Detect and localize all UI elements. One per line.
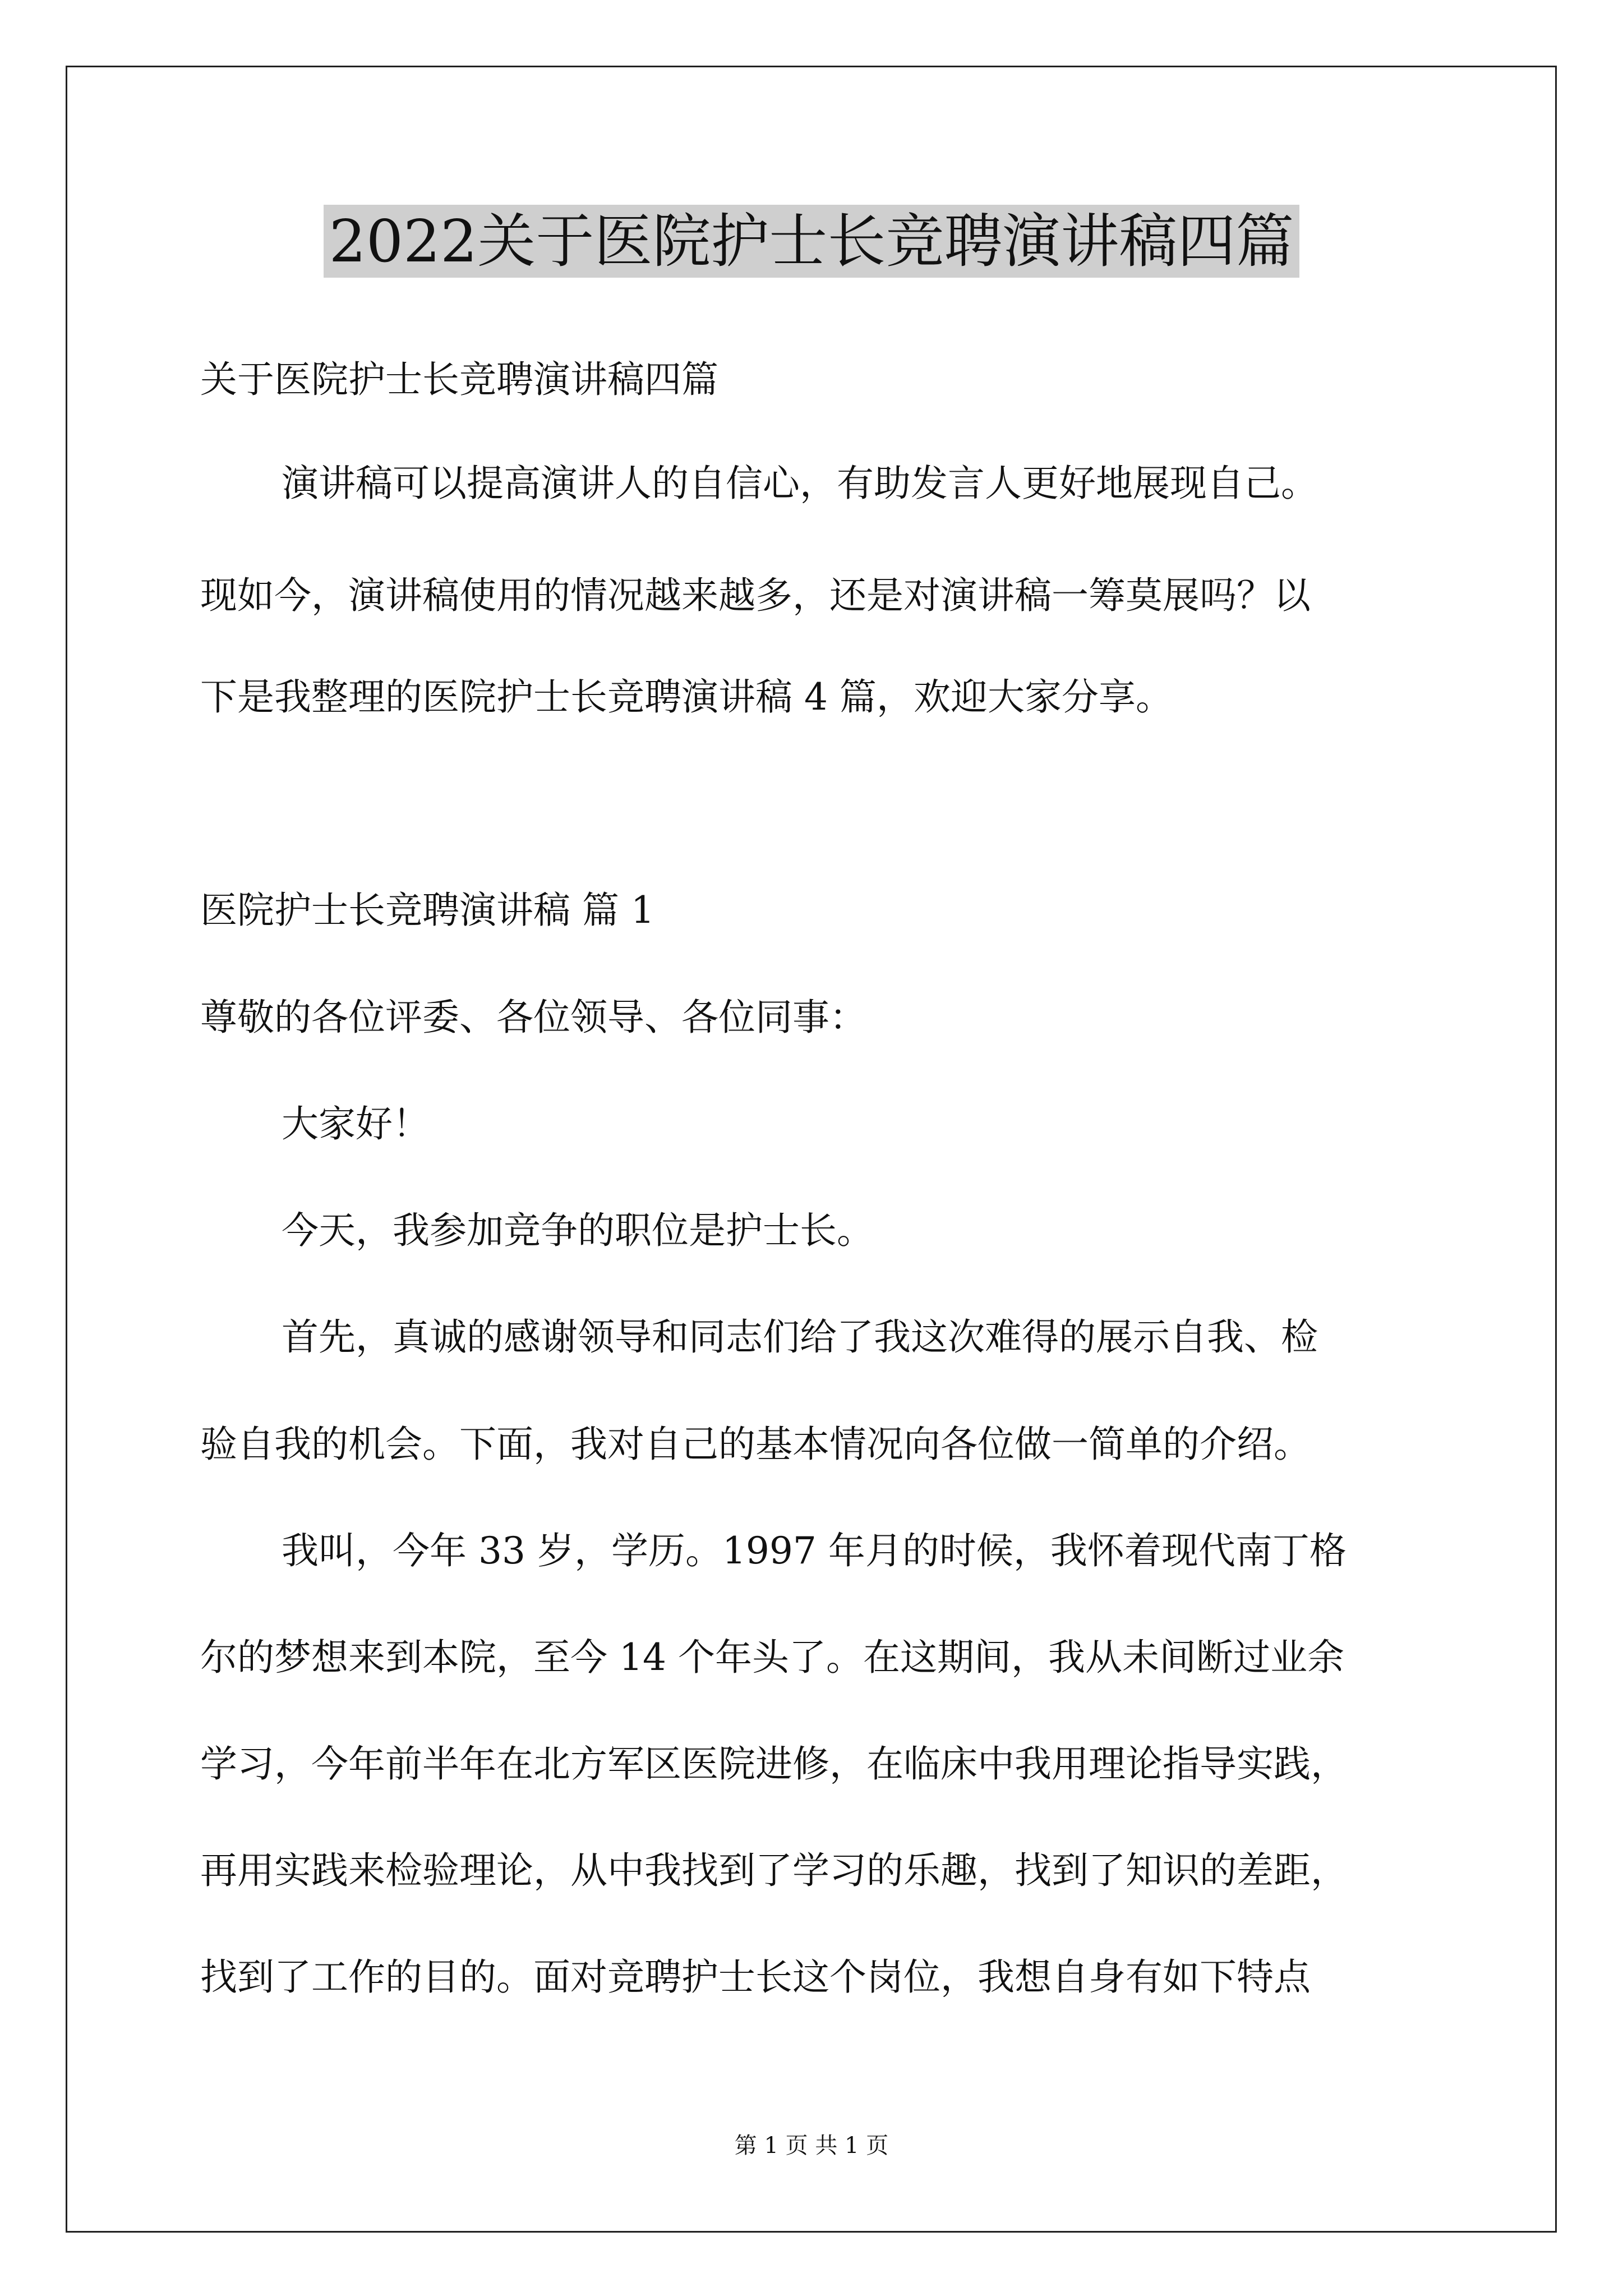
salutation: 尊敬的各位评委、各位领导、各位同事： [200,996,866,1039]
body-line-1: 今天，我参加竞争的职位是护士长。 [282,1209,874,1252]
document-title [0,202,1623,280]
body-line-5: 尔的梦想来到本院，至今 14 个年头了。在这期间，我从未间断过业余 [200,1636,1344,1679]
body-line-3: 验自我的机会。下面，我对自己的基本情况向各位做一简单的介绍。 [200,1423,1311,1466]
section-heading: 医院护士长竞聘演讲稿 篇 1 [200,889,654,932]
intro-line-1: 演讲稿可以提高演讲人的自信心，有助发言人更好地展现自己。 [282,462,1318,505]
body-line-2: 首先，真诚的感谢领导和同志们给了我这次难得的展示自我、检 [282,1315,1318,1359]
subtitle: 关于医院护士长竞聘演讲稿四篇 [200,358,718,401]
body-line-7: 再用实践来检验理论，从中我找到了学习的乐趣，找到了知识的差距， [200,1849,1348,1892]
body-line-4: 我叫，今年 33 岁，学历。1997 年月的时候，我怀着现代南丁格 [282,1529,1347,1572]
intro-line-3: 下是我整理的医院护士长竞聘演讲稿 4 篇，欢迎大家分享。 [200,675,1173,719]
page-footer: 第 1 页 共 1 页 [734,2133,889,2159]
greeting: 大家好！ [282,1102,430,1145]
body-line-8: 找到了工作的目的。面对竞聘护士长这个岗位，我想自身有如下特点 [200,1955,1311,1999]
intro-line-2: 现如今，演讲稿使用的情况越来越多，还是对演讲稿一筹莫展吗？以 [200,574,1311,617]
title-text: 2022关于医院护士长竞聘演讲稿四篇 [324,205,1300,278]
body-line-6: 学习，今年前半年在北方军区医院进修，在临床中我用理论指导实践， [200,1742,1348,1786]
